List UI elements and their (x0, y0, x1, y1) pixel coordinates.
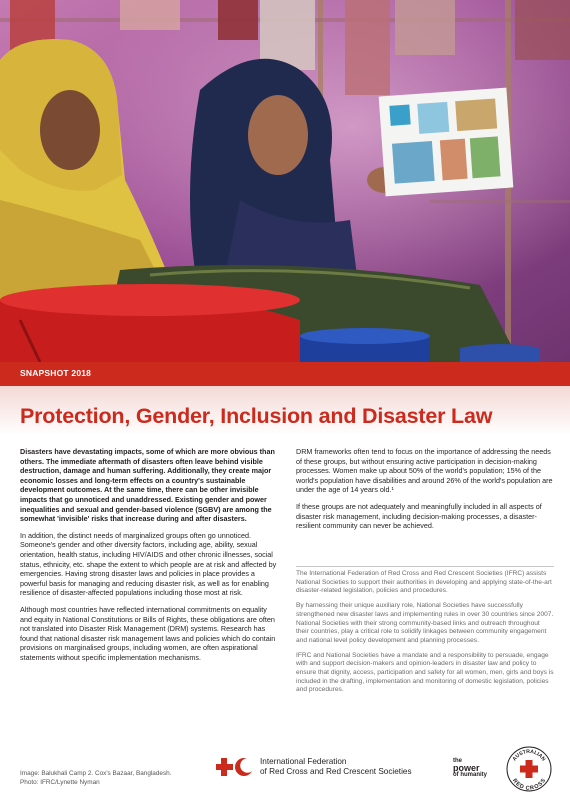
right-column (296, 447, 554, 538)
photo-caption (20, 770, 171, 788)
power-of-humanity-logo (453, 758, 501, 782)
ifrc-logo (216, 756, 416, 782)
series-label: SNAPSHOT 2018 (20, 368, 92, 378)
arc-top-text: AUSTRALIAN (511, 748, 547, 763)
intro-paragraph: Disasters have devastating impacts, some of which are more obvious than others. The immediate aftermath of disasters often leave behind visible destruction, damage and human suffering. Additionally, they create major economic losses and long-term effects on a country's sustainable development outcomes. At the same time, there can be other invisible impacts that go unnoticed and unaddressed. Existing gender and power inequalities and sexual and gender-based violence (SGBV) are among the somewhat 'invisible' risks that increase during and after disasters. (20, 447, 275, 524)
cover-photo (0, 0, 570, 362)
snapshot-band (0, 362, 570, 386)
australian-red-cross-logo (506, 746, 552, 792)
body-paragraph: DRM frameworks often tend to focus on the importance of addressing the needs of these groups, but without ensuring active participation in decision-making processes. Women make up about 50% of the world's population; 15% of the world's population have disabilities and around 26% of the world's population are under the age of 14 years old.¹ (296, 447, 553, 495)
panel-paragraph: By harnessing their unique auxiliary role, National Societies have successfully strengthened new disaster laws and implementing rules in over 30 countries since 2007. National Societies with their strong community-based links and outreach throughout their countries, play a critical role to solidify linkages between community engagement and national level policy development and planning processes. (296, 602, 554, 644)
arc-bottom-text: RED CROSS (510, 777, 548, 792)
power-line: the (453, 758, 462, 764)
ifrc-info-panel (296, 566, 554, 694)
power-line: of humanity (453, 771, 487, 778)
body-paragraph: If these groups are not adequately and meaningfully included in all aspects of disaster risk management, including decision-making processes, a disaster-resilient community can never be achieved. (296, 501, 542, 531)
left-column (20, 447, 278, 669)
body-paragraph: In addition, the distinct needs of marginalized groups often go unnoticed. Someone's gender and other diversity factors, including age, ability, sexual orientation, health status, including HIV/AIDS and other chronic illnesses, social status, ethnicity, etc. shape the extent to which people are at risk and affected by emergencies. Having strong disaster laws and policies in place provides a powerful basis for managing and reducing disaster risk, as well as for enabling resilience of disaster-affected populations including those most at risk. (20, 530, 277, 598)
red-cross-icon (216, 758, 233, 776)
ifrc-name (260, 757, 412, 777)
caption-image-line: Image: Balukhali Camp 2. Cox's Bazaar, Bangladesh. (20, 770, 172, 777)
page-title: Protection, Gender, Inclusion and Disaster Law (20, 404, 493, 428)
red-cross-red-crescent-emblem (216, 756, 256, 778)
body-paragraph: Although most countries have reflected international commitments on equality and equity in National Constitutions or Bills of Rights, these obligations are often not translated into Disaster Risk Management (DRM) systems. Research has found that national disaster risk management laws and policies which do contain provisions on marginalised groups, including women, are often aspirational statements without specific implementation mechanisms. (20, 604, 276, 662)
ifrc-name-line: International Federation (260, 757, 347, 766)
ifrc-name-line: of Red Cross and Red Crescent Societies (260, 767, 412, 776)
caption-credit-line: Photo: IFRC/Lynette Nyman (20, 778, 100, 786)
power-line: power (453, 762, 480, 773)
panel-paragraph: IFRC and National Societies have a mandate and a responsibility to persuade, engage with and support decision-makers and opinion-leaders in disaster law and policy to ensure that dignity, access, participation and safety for all women, men, girls and boys is included in the drafting, implementation and monitoring of domestic legislation, policies and procedures. (296, 651, 554, 694)
red-crescent-icon (235, 758, 255, 776)
panel-paragraph: The International Federation of Red Cross and Red Crescent Societies (IFRC) assists National Societies to support their authorities in developing and applying state-of-the-art disaster-related legislation, policies and procedures. (296, 570, 552, 595)
